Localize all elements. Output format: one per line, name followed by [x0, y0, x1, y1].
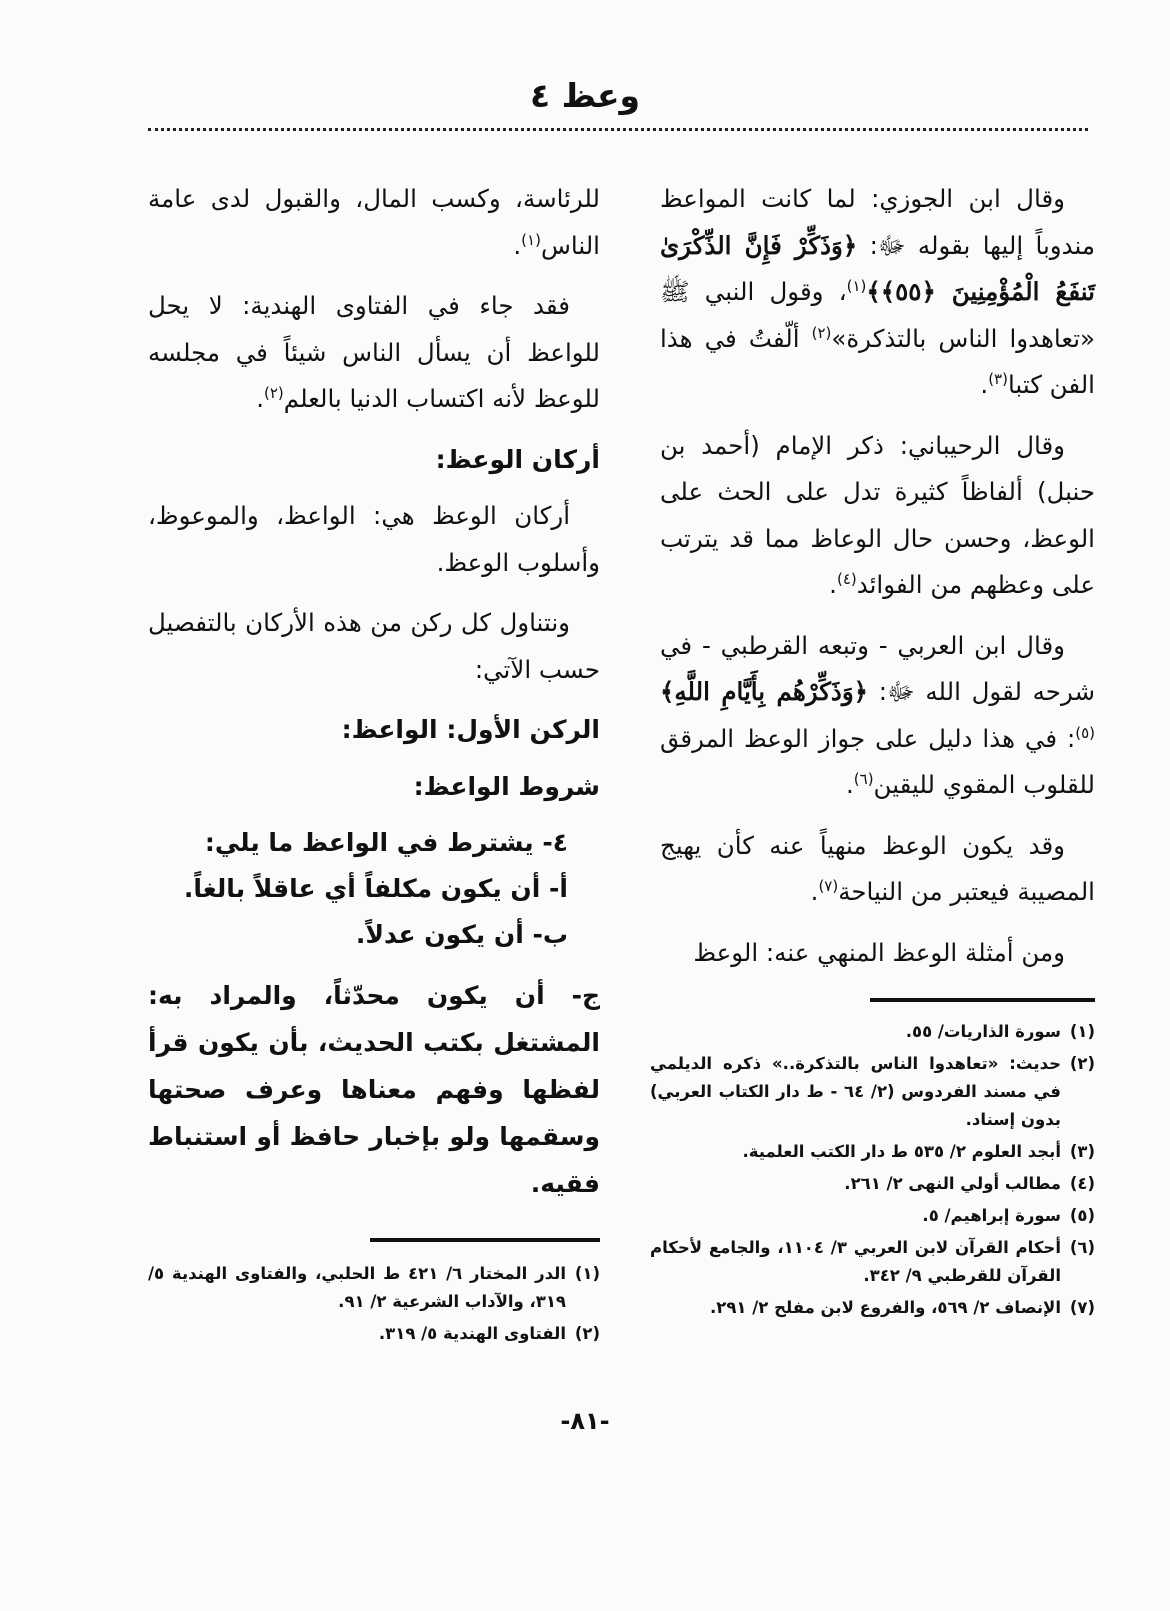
left-column [148, 176, 600, 1221]
paragraph: للرئاسة، وكسب المال، والقبول لدى عامة الناس$^{(١)}$. [148, 184, 600, 260]
paragraph: ومن أمثلة الوعظ المنهي عنه: الوعظ [693, 937, 1065, 967]
footnote: (١) سورة الذاريات/ ٥٥. [905, 1022, 1095, 1041]
paragraph: وقال ابن الجوزي: لما كانت المواعظ مندوباً إليها بقوله ﷻ: ﴿وَذَكِّرْ فَإِنَّ الذِّكْرَىٰ تَنفَعُ الْمُؤْمِنِينَ ﴿٥٥﴾﴾$^{(١)}$، وقول النبي ﷺ «تعاهدوا الناس بالتذكرة»$^{(٢)}$ ألّفتُ في هذا الفن كتبا$^{(٣)}$. [660, 184, 1095, 399]
section-heading: الركن الأول: الواعظ: [341, 715, 600, 744]
footnotes-left [148, 1260, 600, 1352]
footnote-ref: (٢) [811, 323, 832, 342]
list-item: ج- أن يكون محدّثاً، والمراد به: المشتغل بكتب الحديث، بأن يكون قرأ لفظها وفهم معناها وعرف صحتها وسقمها ولو بإخبار حافظ أو استنباط فقيه. [148, 981, 600, 1198]
list-item: ٤- يشترط في الواعظ ما يلي: [204, 828, 568, 857]
footnote: (١) الدر المختار ٦/ ٤٢١ ط الحلبي، والفتاوى الهندية ٥/ ٣١٩، والآداب الشرعية ٢/ ٩١. [148, 1264, 600, 1311]
paragraph: ونتناول كل ركن من هذه الأركان بالتفصيل حسب الآتي: [148, 608, 600, 684]
footnote-ref: (١) [846, 276, 867, 295]
footnote-ref: (٣) [988, 369, 1008, 388]
dotted-separator [148, 128, 1088, 131]
footnote-ref: (٧) [818, 876, 839, 895]
right-column [660, 176, 1095, 990]
footnote-separator [870, 998, 1095, 1002]
page-number: -٨١- [560, 1407, 610, 1435]
footnote-ref: (٦) [853, 769, 874, 788]
list-item: ب- أن يكون عدلاً. [355, 920, 568, 949]
footnote: (٥) سورة إبراهيم/ ٥. [922, 1206, 1095, 1225]
footnote-ref: (١) [521, 230, 541, 249]
quran-verse: ﴿وَذَكِّرْهُم بِأَيَّامِ اللَّهِ﴾ [660, 677, 869, 706]
paragraph: وقال ابن العربي - وتبعه القرطبي - في شرحه لقول الله ﷻ: ﴿وَذَكِّرْهُم بِأَيَّامِ اللَّهِ﴾$^{(٥)}$: في هذا دليل على جواز الوعظ المرقق للقلوب المقوي لليقين$^{(٦)}$. [660, 630, 1095, 799]
paragraph: فقد جاء في الفتاوى الهندية: لا يحل للواعظ أن يسأل الناس شيئاً في مجلسه للوعظ لأنه اكتساب الدنيا بالعلم$^{(٢)}$. [148, 291, 600, 413]
footnote-ref: (٤) [836, 569, 857, 588]
footnote: (٣) أبجد العلوم ٢/ ٥٣٥ ط دار الكتب العلمية. [742, 1142, 1095, 1161]
section-heading: شروط الواعظ: [413, 771, 600, 801]
footnote: (٧) الإنصاف ٢/ ٥٦٩، والفروع لابن مفلح ٢/ ٢٩١. [709, 1298, 1095, 1317]
footnote: (٦) أحكام القرآن لابن العربي ٣/ ١١٠٤، والجامع لأحكام القرآن للقرطبي ٩/ ٣٤٢. [650, 1238, 1095, 1285]
footnote-ref: (٥) [1075, 723, 1095, 742]
section-heading: أركان الوعظ: [435, 444, 600, 474]
footnote: (٤) مطالب أولي النهى ٢/ ٢٦١. [844, 1174, 1095, 1193]
footnotes-right [650, 1018, 1095, 1326]
footnote: (٢) حديث: «تعاهدوا الناس بالتذكرة..» ذكره الديلمي في مسند الفردوس (٢/ ٦٤ - ط دار الكتاب العربي) بدون إسناد. [650, 1054, 1095, 1129]
paragraph: أركان الوعظ هي: الواعظ، والموعوظ، وأسلوب الوعظ. [148, 501, 600, 577]
footnote-ref: (٢) [263, 383, 284, 402]
page-title: وعظ ٤ [529, 76, 641, 115]
footnote: (٢) الفتاوى الهندية ٥/ ٣١٩. [378, 1324, 600, 1343]
paragraph: وقد يكون الوعظ منهياً عنه كأن يهيج المصيبة فيعتبر من النياحة$^{(٧)}$. [660, 830, 1095, 906]
list-item: أ- أن يكون مكلفاً أي عاقلاً بالغاً. [183, 874, 568, 903]
paragraph: وقال الرحيباني: ذكر الإمام (أحمد بن حنبل) ألفاظاً كثيرة تدل على الحث على الوعظ، وحسن حال الوعاظ مما قد يترتب على وعظهم من الفوائد$^{(٤)}$. [660, 430, 1095, 599]
quran-verse: ﴿وَذَكِّرْ فَإِنَّ الذِّكْرَىٰ تَنفَعُ الْمُؤْمِنِينَ ﴿٥٥﴾﴾ [660, 230, 1095, 306]
footnote-separator [370, 1238, 600, 1242]
